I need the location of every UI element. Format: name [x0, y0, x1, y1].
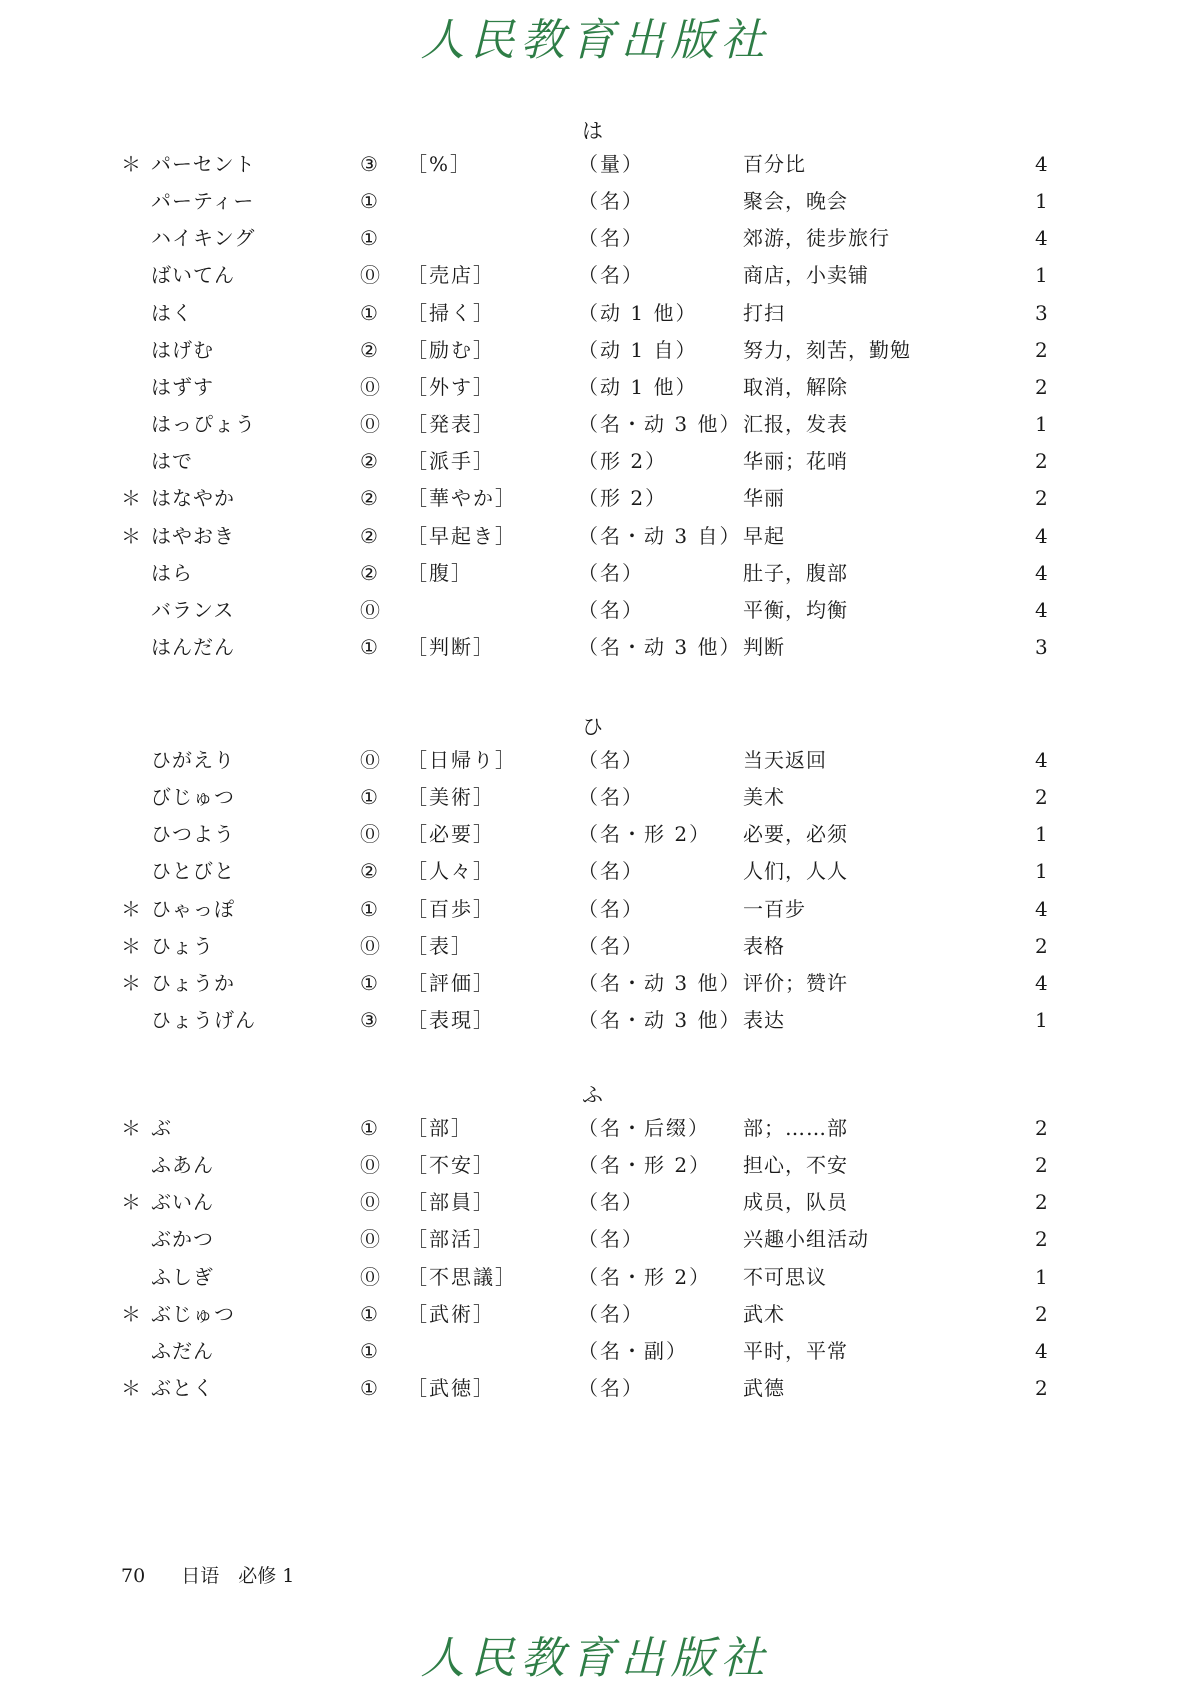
unit-number: 2	[1035, 1227, 1048, 1252]
vocab-row	[0, 1257, 1191, 1297]
reading: ひつよう	[151, 822, 235, 847]
accent-mark: ①	[360, 1301, 378, 1326]
accent-mark: ⓪	[360, 597, 380, 622]
page-number: 70	[121, 1565, 146, 1587]
vocab-row	[0, 1368, 1191, 1408]
vocab-row	[0, 1219, 1191, 1259]
unit-number: 4	[1035, 896, 1048, 921]
kanji-form: ［人々］	[407, 859, 495, 884]
accent-mark: ⓪	[360, 1227, 380, 1252]
unit-number: 4	[1035, 152, 1048, 176]
part-of-speech: （量）	[578, 152, 644, 176]
headword-marker: ＊	[121, 1376, 141, 1401]
reading: ひがえり	[151, 748, 235, 772]
part-of-speech: （名）	[578, 859, 644, 884]
vocab-row	[0, 516, 1191, 556]
vocab-row	[0, 1331, 1191, 1371]
accent-mark: ②	[360, 560, 378, 585]
accent-mark: ③	[360, 152, 378, 176]
vocab-row	[0, 330, 1191, 370]
accent-mark: ⓪	[360, 263, 380, 288]
meaning: 武术	[743, 1301, 785, 1326]
accent-mark: ⓪	[360, 374, 380, 399]
meaning: 华丽；花哨	[743, 449, 848, 474]
meaning: 成员，队员	[743, 1190, 848, 1215]
reading: はく	[151, 300, 193, 325]
vocab-row	[0, 218, 1191, 258]
accent-mark: ②	[360, 449, 378, 474]
part-of-speech: （名）	[578, 263, 644, 288]
vocab-row	[0, 814, 1191, 854]
reading: ぶじゅつ	[151, 1301, 235, 1326]
part-of-speech: （名・形 2）	[578, 1153, 712, 1178]
unit-number: 1	[1035, 189, 1048, 214]
reading: ふだん	[151, 1338, 214, 1363]
part-of-speech: （名・动 3 他）	[578, 1008, 742, 1033]
reading: はら	[151, 560, 193, 585]
meaning: 判断	[743, 634, 785, 659]
meaning: 聚会，晚会	[743, 189, 848, 214]
reading: ひとびと	[151, 859, 235, 884]
reading: びじゅつ	[151, 785, 235, 810]
kanji-form: ［日帰り］	[407, 748, 517, 772]
meaning: 打扫	[743, 300, 785, 325]
kanji-form: ［美術］	[407, 785, 495, 810]
unit-number: 4	[1035, 1338, 1048, 1363]
reading: ぶかつ	[151, 1227, 214, 1252]
reading: ぶ	[151, 1116, 172, 1140]
reading: ひゃっぽ	[151, 896, 235, 921]
accent-mark: ①	[360, 226, 378, 251]
vocab-row	[0, 889, 1191, 929]
kanji-form: ［表現］	[407, 1008, 495, 1033]
vocab-row	[0, 1182, 1191, 1222]
headword-marker: ＊	[121, 486, 141, 511]
part-of-speech: （名）	[578, 933, 644, 958]
part-of-speech: （名）	[578, 1190, 644, 1215]
unit-number: 2	[1035, 933, 1048, 958]
unit-number: 2	[1035, 1301, 1048, 1326]
vocab-row	[0, 404, 1191, 444]
accent-mark: ①	[360, 896, 378, 921]
part-of-speech: （名）	[578, 189, 644, 214]
meaning: 人们，人人	[743, 859, 848, 884]
meaning: 早起	[743, 523, 785, 548]
accent-mark: ⓪	[360, 1153, 380, 1178]
reading: はやおき	[151, 523, 235, 548]
part-of-speech: （形 2）	[578, 486, 668, 511]
accent-mark: ①	[360, 189, 378, 214]
unit-number: 2	[1035, 374, 1048, 399]
accent-mark: ①	[360, 300, 378, 325]
vocab-row	[0, 1145, 1191, 1185]
publisher-logo-bottom: 人民教育出版社	[420, 1633, 771, 1684]
vocab-row	[0, 144, 1191, 184]
meaning: 表格	[743, 933, 785, 958]
unit-number: 1	[1035, 263, 1048, 288]
part-of-speech: （名・动 3 他）	[578, 634, 742, 659]
vocab-row	[0, 740, 1191, 780]
kanji-form: ［外す］	[407, 374, 495, 399]
reading: パーセント	[151, 152, 256, 176]
kanji-form: ［表］	[407, 933, 473, 958]
unit-number: 1	[1035, 859, 1048, 884]
kanji-form: ［%］	[407, 152, 473, 176]
vocab-row	[0, 441, 1191, 481]
meaning: 不可思议	[743, 1264, 827, 1289]
kanji-form: ［華やか］	[407, 486, 517, 511]
part-of-speech: （名）	[578, 1227, 644, 1252]
unit-number: 1	[1035, 412, 1048, 437]
kanji-form: ［評価］	[407, 970, 495, 995]
kanji-form: ［掃く］	[407, 300, 495, 325]
part-of-speech: （名）	[578, 1376, 644, 1401]
vocab-row	[0, 1294, 1191, 1334]
meaning: 一百步	[743, 896, 806, 921]
vocab-row	[0, 926, 1191, 966]
kanji-form: ［判断］	[407, 634, 495, 659]
vocab-row	[0, 851, 1191, 891]
kanji-form: ［派手］	[407, 449, 495, 474]
accent-mark: ③	[360, 1008, 378, 1033]
part-of-speech: （名）	[578, 560, 644, 585]
accent-mark: ②	[360, 486, 378, 511]
unit-number: 2	[1035, 486, 1048, 511]
section-heading: ひ	[582, 715, 603, 739]
accent-mark: ⓪	[360, 822, 380, 847]
unit-number: 2	[1035, 785, 1048, 810]
kanji-form: ［必要］	[407, 822, 495, 847]
accent-mark: ②	[360, 859, 378, 884]
reading: ぶいん	[151, 1190, 214, 1215]
meaning: 武德	[743, 1376, 785, 1401]
part-of-speech: （名・后缀）	[578, 1116, 710, 1140]
accent-mark: ⓪	[360, 933, 380, 958]
accent-mark: ①	[360, 785, 378, 810]
vocab-row	[0, 478, 1191, 518]
part-of-speech: （名）	[578, 785, 644, 810]
meaning: 担心，不安	[743, 1153, 848, 1178]
part-of-speech: （名・形 2）	[578, 1264, 712, 1289]
accent-mark: ②	[360, 337, 378, 362]
part-of-speech: （名・副）	[578, 1338, 688, 1363]
kanji-form: ［武術］	[407, 1301, 495, 1326]
part-of-speech: （名・动 3 他）	[578, 412, 742, 437]
accent-mark: ⓪	[360, 748, 380, 772]
unit-number: 1	[1035, 1008, 1048, 1033]
vocab-row	[0, 181, 1191, 221]
meaning: 部；……部	[743, 1116, 848, 1140]
vocab-row	[0, 1000, 1191, 1040]
vocab-row	[0, 1108, 1191, 1148]
unit-number: 1	[1035, 1264, 1048, 1289]
meaning: 华丽	[743, 486, 785, 511]
part-of-speech: （名・动 3 自）	[578, 523, 742, 548]
kanji-form: ［腹］	[407, 560, 473, 585]
accent-mark: ⓪	[360, 1190, 380, 1215]
accent-mark: ①	[360, 1338, 378, 1363]
part-of-speech: （形 2）	[578, 449, 668, 474]
meaning: 平时，平常	[743, 1338, 848, 1363]
headword-marker: ＊	[121, 1190, 141, 1215]
meaning: 百分比	[743, 152, 806, 176]
part-of-speech: （名）	[578, 748, 644, 772]
reading: はずす	[151, 374, 214, 399]
meaning: 美术	[743, 785, 785, 810]
reading: ひょうげん	[151, 1008, 256, 1033]
vocab-row	[0, 293, 1191, 333]
unit-number: 4	[1035, 748, 1048, 772]
kanji-form: ［武徳］	[407, 1376, 495, 1401]
kanji-form: ［励む］	[407, 337, 495, 362]
headword-marker: ＊	[121, 896, 141, 921]
reading: ひょう	[151, 933, 214, 958]
unit-number: 4	[1035, 523, 1048, 548]
unit-number: 2	[1035, 1153, 1048, 1178]
accent-mark: ①	[360, 970, 378, 995]
part-of-speech: （动 1 他）	[578, 300, 698, 325]
meaning: 必要，必须	[743, 822, 848, 847]
vocab-row	[0, 590, 1191, 630]
part-of-speech: （名・形 2）	[578, 822, 712, 847]
kanji-form: ［発表］	[407, 412, 495, 437]
vocab-row	[0, 963, 1191, 1003]
part-of-speech: （名）	[578, 597, 644, 622]
reading: はんだん	[151, 634, 235, 659]
vocab-row	[0, 553, 1191, 593]
headword-marker: ＊	[121, 933, 141, 958]
accent-mark: ⓪	[360, 412, 380, 437]
reading: バランス	[151, 597, 235, 622]
vocab-row	[0, 777, 1191, 817]
reading: ハイキング	[151, 226, 256, 251]
meaning: 商店，小卖铺	[743, 263, 869, 288]
accent-mark: ①	[360, 1116, 378, 1140]
kanji-form: ［不安］	[407, 1153, 495, 1178]
headword-marker: ＊	[121, 523, 141, 548]
meaning: 郊游，徒步旅行	[743, 226, 890, 251]
book-title: 日语 必修 1	[181, 1565, 295, 1587]
headword-marker: ＊	[121, 970, 141, 995]
unit-number: 4	[1035, 226, 1048, 251]
kanji-form: ［売店］	[407, 263, 495, 288]
reading: ふしぎ	[151, 1264, 214, 1289]
meaning: 努力，刻苦，勤勉	[743, 337, 911, 362]
meaning: 兴趣小组活动	[743, 1227, 869, 1252]
unit-number: 4	[1035, 560, 1048, 585]
unit-number: 1	[1035, 822, 1048, 847]
part-of-speech: （动 1 自）	[578, 337, 698, 362]
section-heading: は	[582, 119, 603, 143]
unit-number: 2	[1035, 1376, 1048, 1401]
kanji-form: ［部活］	[407, 1227, 495, 1252]
part-of-speech: （名）	[578, 1301, 644, 1326]
unit-number: 4	[1035, 970, 1048, 995]
reading: はっぴょう	[151, 412, 256, 437]
unit-number: 2	[1035, 1116, 1048, 1140]
unit-number: 2	[1035, 337, 1048, 362]
meaning: 当天返回	[743, 748, 827, 772]
meaning: 取消，解除	[743, 374, 848, 399]
reading: はげむ	[151, 337, 214, 362]
unit-number: 3	[1035, 634, 1048, 659]
part-of-speech: （名・动 3 他）	[578, 970, 742, 995]
kanji-form: ［部］	[407, 1116, 473, 1140]
accent-mark: ②	[360, 523, 378, 548]
section-heading: ふ	[582, 1083, 603, 1107]
meaning: 表达	[743, 1008, 785, 1033]
unit-number: 2	[1035, 449, 1048, 474]
part-of-speech: （名）	[578, 896, 644, 921]
part-of-speech: （名）	[578, 226, 644, 251]
vocab-row	[0, 367, 1191, 407]
unit-number: 3	[1035, 300, 1048, 325]
reading: ふあん	[151, 1153, 214, 1178]
unit-number: 2	[1035, 1190, 1048, 1215]
kanji-form: ［不思議］	[407, 1264, 517, 1289]
meaning: 肚子，腹部	[743, 560, 848, 585]
kanji-form: ［部員］	[407, 1190, 495, 1215]
headword-marker: ＊	[121, 1301, 141, 1326]
accent-mark: ⓪	[360, 1264, 380, 1289]
kanji-form: ［早起き］	[407, 523, 517, 548]
headword-marker: ＊	[121, 152, 141, 176]
meaning: 汇报，发表	[743, 412, 848, 437]
reading: はで	[151, 449, 193, 474]
reading: パーティー	[151, 189, 255, 214]
accent-mark: ①	[360, 634, 378, 659]
reading: ばいてん	[151, 263, 235, 288]
kanji-form: ［百歩］	[407, 896, 495, 921]
reading: はなやか	[151, 486, 235, 511]
vocab-row	[0, 255, 1191, 295]
reading: ひょうか	[151, 970, 235, 995]
part-of-speech: （动 1 他）	[578, 374, 698, 399]
meaning: 评价；赞许	[743, 970, 848, 995]
page-footer	[121, 1562, 294, 1590]
headword-marker: ＊	[121, 1116, 141, 1140]
meaning: 平衡，均衡	[743, 597, 848, 622]
unit-number: 4	[1035, 597, 1048, 622]
vocab-row	[0, 627, 1191, 667]
accent-mark: ①	[360, 1376, 378, 1401]
reading: ぶとく	[151, 1376, 214, 1401]
publisher-logo-top: 人民教育出版社	[420, 15, 771, 66]
